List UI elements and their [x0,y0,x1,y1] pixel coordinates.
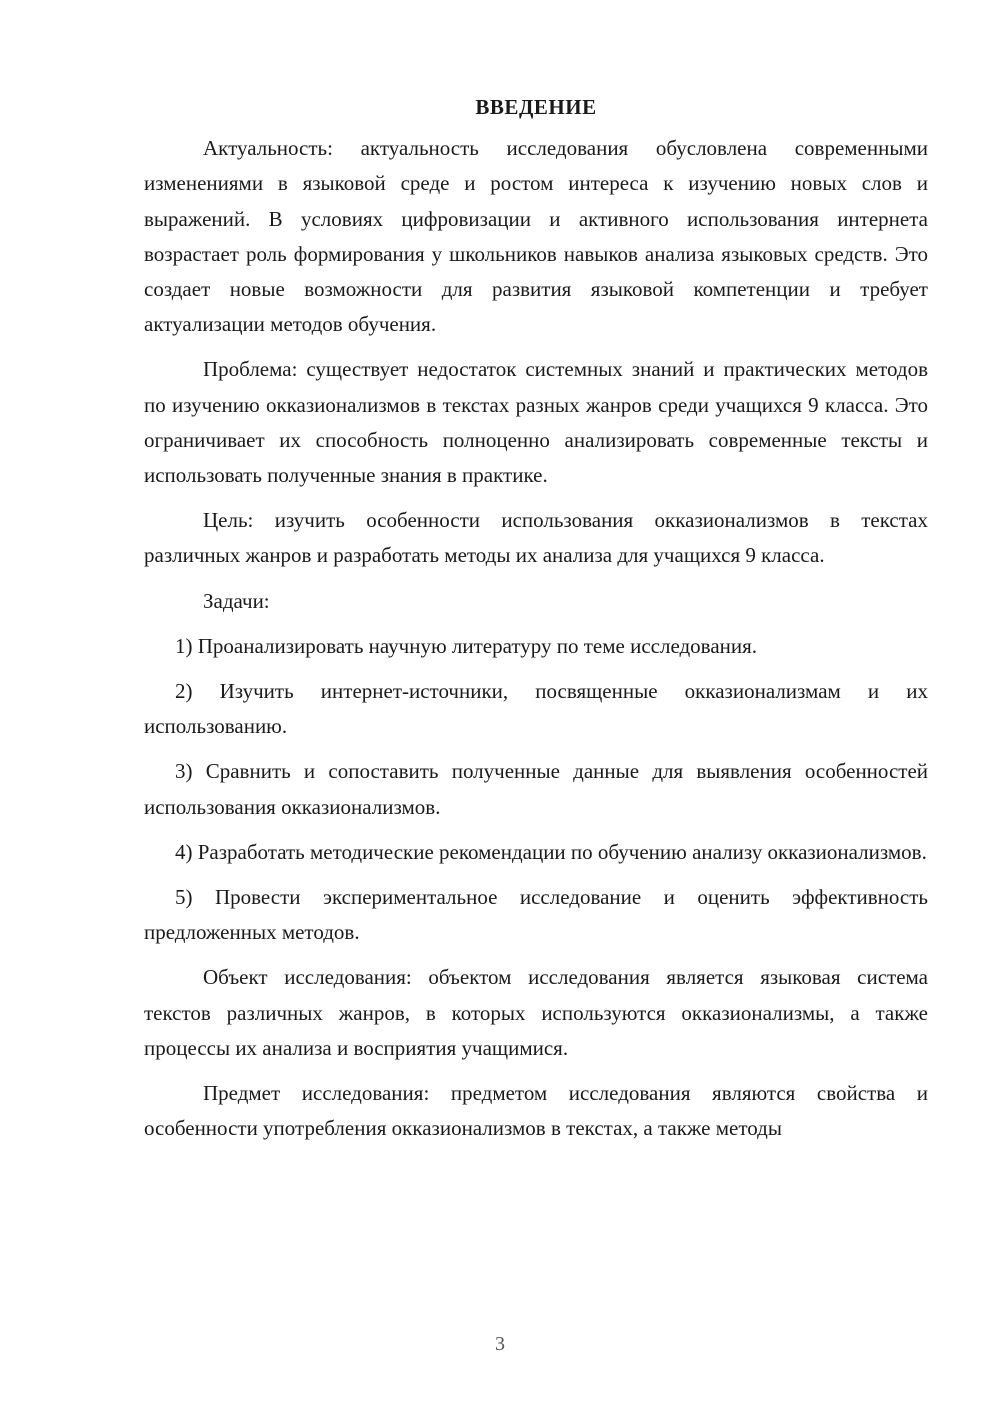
page-content [144,90,928,1156]
task-item-4: 4) Разработать методические рекомендации по обучению анализу окказионализмов. [175,839,927,864]
task-item-2: 2) Изучить интернет-источники, посвященные окказионализмам и их использованию. [144,679,928,739]
task-item-5: 5) Провести экспериментальное исследование и оценить эффективность предложенных методов. [144,885,928,945]
problem-paragraph: Проблема: существует недостаток системных знаний и практических методов по изучению окказионализмов в текстах разных жанров среди учащихся 9 класса. Это ограничивает их способность полноценно анализировать современные тексты и использовать полученные знания в практике. [144,357,928,488]
task-item-3: 3) Сравнить и сопоставить полученные данные для выявления особенностей использования окказионализмов. [144,759,928,819]
page-title: ВВЕДЕНИЕ [475,95,597,119]
tasks-heading: Задачи: [203,588,270,613]
page-number: 3 [495,1333,505,1355]
subject-paragraph: Предмет исследования: предметом исследования являются свойства и особенности употребления окказионализмов в текстах, а также методы [144,1081,928,1141]
goal-paragraph: Цель: изучить особенности использования окказионализмов в текстах различных жанров и разработать методы их анализа для учащихся 9 класса. [144,508,928,568]
task-item-1: 1) Проанализировать научную литературу по теме исследования. [175,633,758,658]
relevance-paragraph: Актуальность: актуальность исследования обусловлена современными изменениями в языковой среде и ростом интереса к изучению новых слов и выражений. В условиях цифровизации и активного использования интернета возрастает роль формирования у школьников навыков анализа языковых средств. Это создает новые возможности для развития языковой компетенции и требует актуализации методов обучения. [144,136,928,337]
object-paragraph: Объект исследования: объектом исследования является языковая система текстов различных жанров, в которых используются окказионализмы, а также процессы их анализа и восприятия учащимися. [144,965,928,1060]
